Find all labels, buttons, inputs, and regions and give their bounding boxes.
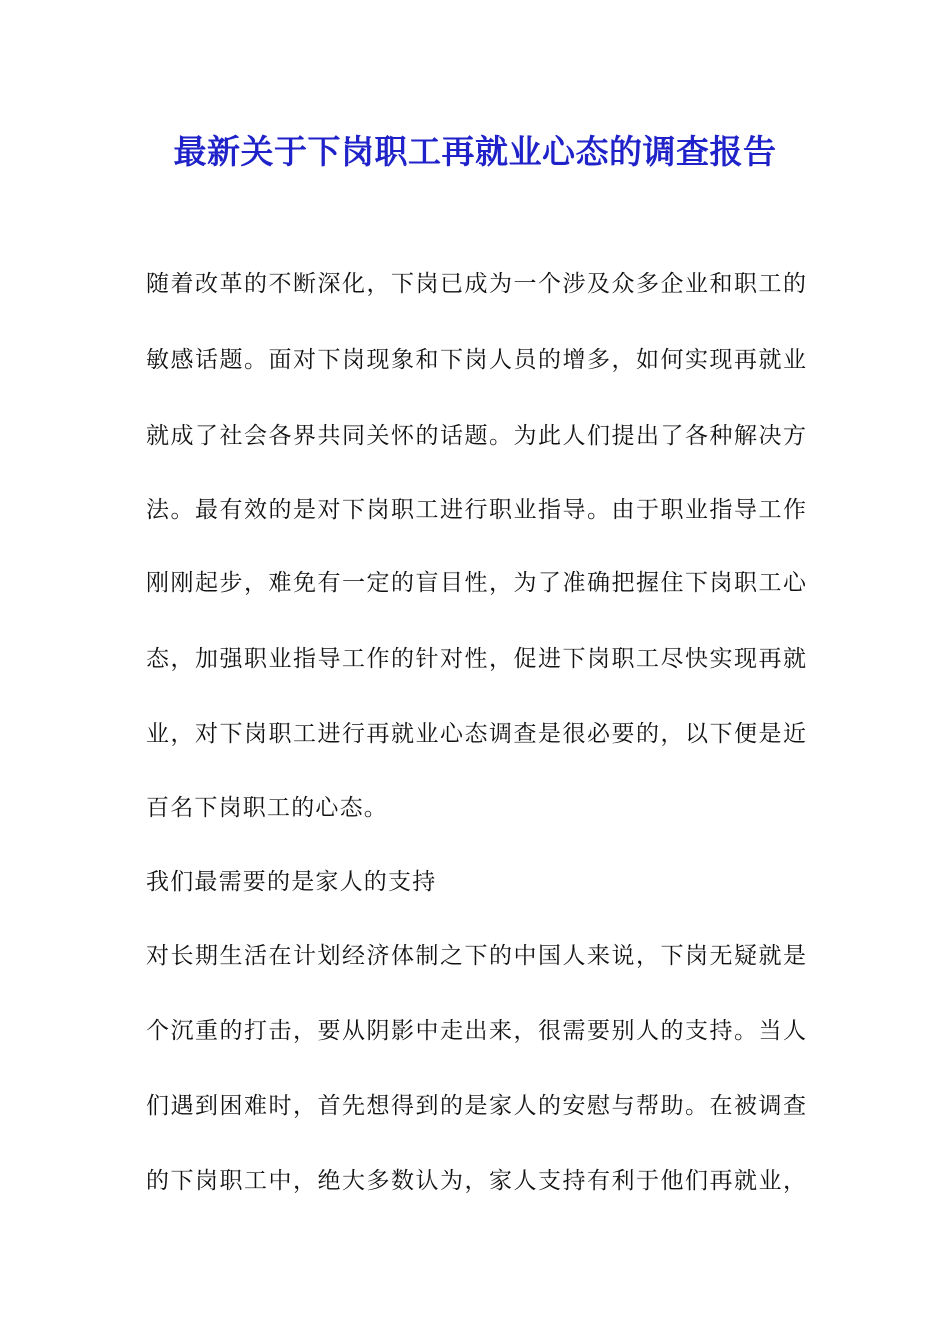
paragraph-1-line-1: 随着改革的不断深化，下岗已成为一个涉及众多企业和职工的	[146, 271, 806, 297]
paragraph-1-line-6: 态，加强职业指导工作的针对性，促进下岗职工尽快实现再就	[146, 646, 806, 672]
paragraph-1-line-7: 业，对下岗职工进行再就业心态调查是很必要的，以下便是近	[146, 721, 806, 747]
paragraph-2-line-3: 们遇到困难时，首先想得到的是家人的安慰与帮助。在被调查	[146, 1093, 806, 1119]
paragraph-2-line-4: 的下岗职工中，绝大多数认为，家人支持有利于他们再就业，	[146, 1168, 806, 1194]
paragraph-2-line-2: 个沉重的打击，要从阴影中走出来，很需要别人的支持。当人	[146, 1018, 806, 1044]
paragraph-1-line-5: 刚刚起步，难免有一定的盲目性，为了准确把握住下岗职工心	[146, 570, 806, 596]
paragraph-1-line-4: 法。最有效的是对下岗职工进行职业指导。由于职业指导工作	[146, 497, 806, 523]
document-title: 最新关于下岗职工再就业心态的调查报告	[173, 132, 777, 171]
paragraph-1-line-3: 就成了社会各界共同关怀的话题。为此人们提出了各种解决方	[146, 423, 806, 449]
paragraph-2-line-1: 对长期生活在计划经济体制之下的中国人来说，下岗无疑就是	[146, 943, 806, 969]
section-heading: 我们最需要的是家人的支持	[146, 869, 437, 895]
paragraph-1-line-8: 百名下岗职工的心态。	[146, 795, 388, 821]
paragraph-1-line-2: 敏感话题。面对下岗现象和下岗人员的增多，如何实现再就业	[146, 347, 806, 373]
